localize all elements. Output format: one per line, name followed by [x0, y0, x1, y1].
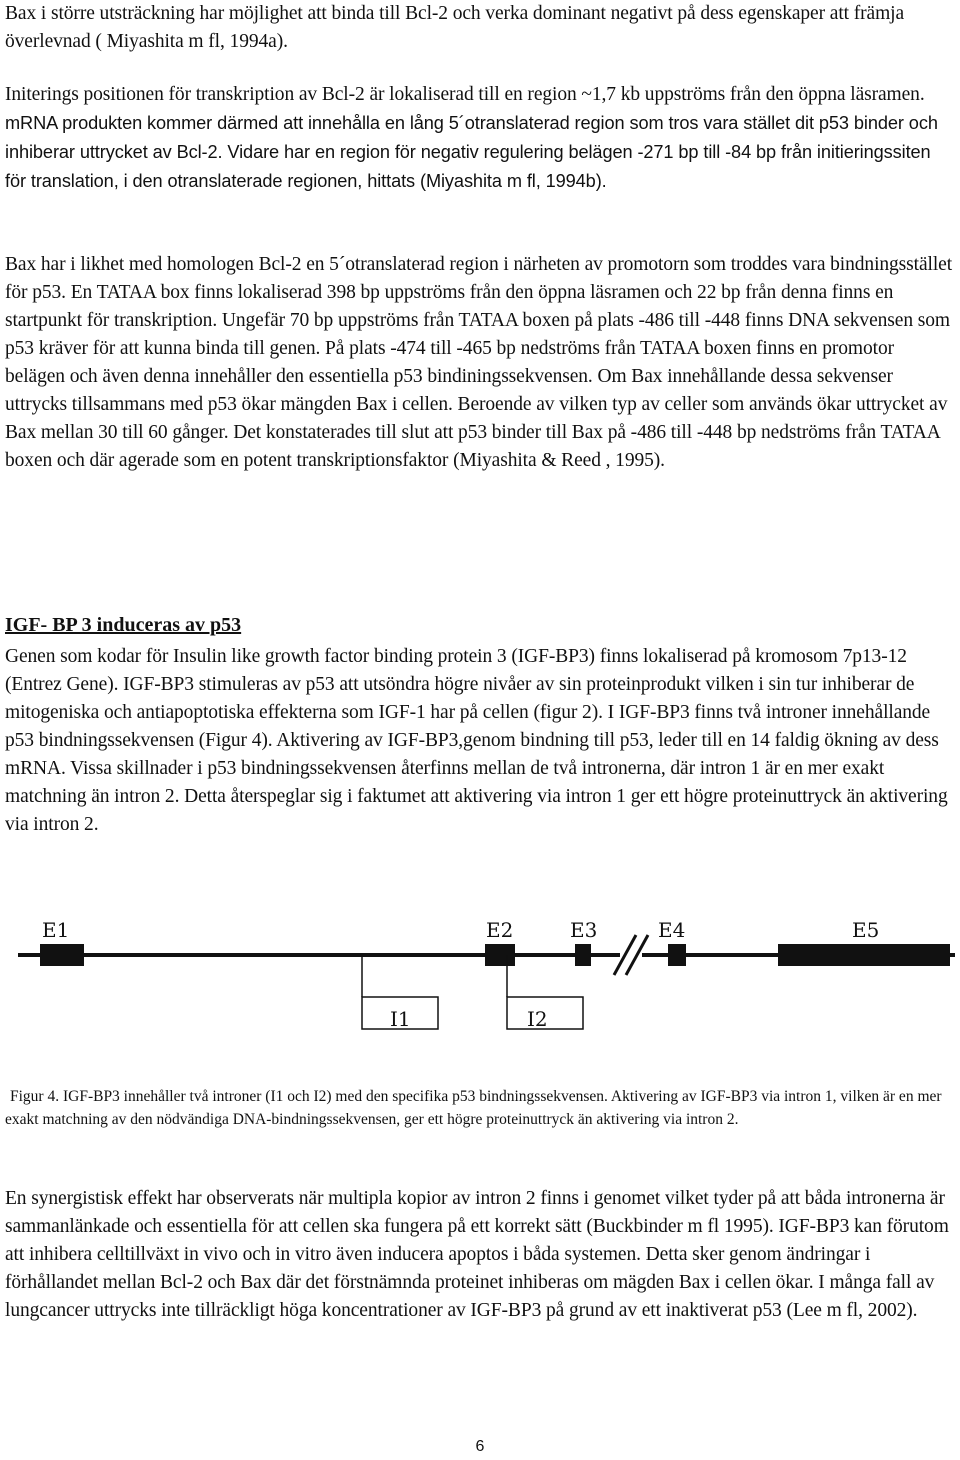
page-number: 6: [475, 1438, 485, 1455]
paragraph-synergistic-effect: En synergistisk effekt har observerats när multipla kopior av intron 2 finns i genomet vilket tyder på att båda intronerna är sammanlänkade och essentiella för att cellen ska fungera på ett korrekt sätt (Buckbinder m fl 1995). IGF-BP3 kan förutom att inhibera celltillväxt in vivo och in vitro även inducera apoptos i båda systemen. Detta sker genom ändringar i förhållandet mellan Bcl-2 och Bax där det förstnämnda proteinet inhiberas om mägden Bax i cellen ökar. I många fall av lungcancer uttrycks inte tillräckligt höga koncentrationer av IGF-BP3 på grund av ett inaktiverat p53 (Lee m fl, 2002).: [5, 1188, 949, 1321]
exon-e1: [40, 944, 84, 966]
figure-caption: [5, 1085, 955, 1131]
paragraph-bax-promoter: Bax har i likhet med homologen Bcl-2 en 5´otranslaterad region i närheten av promotorn som troddes vara bindningsstället för p53. En TATAA box finns lokaliserad 398 bp uppströms från den öppna läsramen och 22 bp från denna finns en startpunkt för transkription. Ungefär 70 bp uppströms från TATAA boxen på plats -486 till -448 finns DNA sekvensen som p53 kräver för att kunna binda till genen. På plats -474 till -465 bp nedströms från TATAA boxen finns en promotor belägen och även denna innehåller den essentiella p53 bindiningssekvensen. Om Bax innehållande dessa sekvenser uttrycks tillsammans med p53 ökar mängden Bax i cellen. Beroende av vilken typ av celler som används ökar uttrycket av Bax mellan 30 till 60 gånger. Det konstaterades till slut att p53 binder till Bax på -486 till -448 bp nedströms från TATAA boxen och där agerade som en potent transkriptionsfaktor (Miyashita & Reed , 1995).: [5, 254, 953, 471]
exon-e5: [778, 944, 950, 966]
paragraph-bax-bcl2: Bax i större utsträckning har möjlighet att binda till Bcl-2 och verka dominant negativt på dess egenskaper att främja överlevnad ( Miyashita m fl, 1994a).: [5, 3, 905, 52]
exon-label-e3: E3: [570, 918, 598, 942]
exon-label-e5: E5: [852, 918, 880, 942]
igfbp3-gene-structure-figure: [0, 910, 960, 1060]
exon-label-e2: E2: [486, 918, 514, 942]
exon-label-e4: E4: [658, 918, 686, 942]
paragraph-bcl2-initiation: Initerings positionen för transkription av Bcl-2 är lokaliserad till en region ~1,7 kb uppströms från den öppna läsramen.: [5, 84, 925, 105]
section-heading-igfbp3: IGF- BP 3 induceras av p53: [5, 614, 242, 636]
intron-label-i2: I2: [527, 1007, 548, 1031]
exon-e2: [485, 944, 515, 966]
intron-label-i1: I1: [390, 1007, 411, 1031]
paragraph-bcl2-transcription: [5, 81, 955, 196]
exon-e4: [668, 944, 686, 966]
paragraph-igfbp3-gene: Genen som kodar för Insulin like growth factor binding protein 3 (IGF-BP3) finns lokaliserad på kromosom 7p13-12 (Entrez Gene). IGF-BP3 stimuleras av p53 att utsöndra högre nivåer av sin proteinprodukt vilken i sin tur inhiberar de mitogeniska och antiapoptotiska effekterna som IGF-1 har på cellen (figur 2). I IGF-BP3 finns två introner innehållande p53 bindningssekvensen (Figur 4). Aktivering av IGF-BP3,genom bindning till p53, leder till en 14 faldig ökning av dess mRNA. Vissa skillnader i p53 bindningssekvensen återfinns mellan de två intronerna, där intron 1 är en mer exakt matchning än intron 2. Detta återspeglar sig i faktumet att aktivering via intron 1 ger ett högre proteinuttryck än aktivering via intron 2.: [5, 646, 948, 835]
exon-e3: [575, 944, 591, 966]
figure-caption-text: Figur 4. IGF-BP3 innehåller två introner (I1 och I2) med den specifika p53 bindningssekvensen. Aktivering av IGF-BP3 via intron 1, vilken är en mer exakt matchning av den nödvändiga DNA-bindningssekvensen, ger ett högre proteinuttryck än aktivering via intron 2.: [5, 1088, 942, 1128]
exon-label-e1: E1: [42, 918, 70, 942]
paragraph-mrna-product: mRNA produkten kommer därmed att innehålla en lång 5´otranslaterad region som tros vara stället dit p53 binder och inhiberar uttrycket av Bcl-2. Vidare har en region för negativ regulering belägen -271 bp till -84 bp från initieringssiten för translation, i den otranslaterade regionen, hittats (Miyashita m fl, 1994b).: [5, 113, 938, 191]
